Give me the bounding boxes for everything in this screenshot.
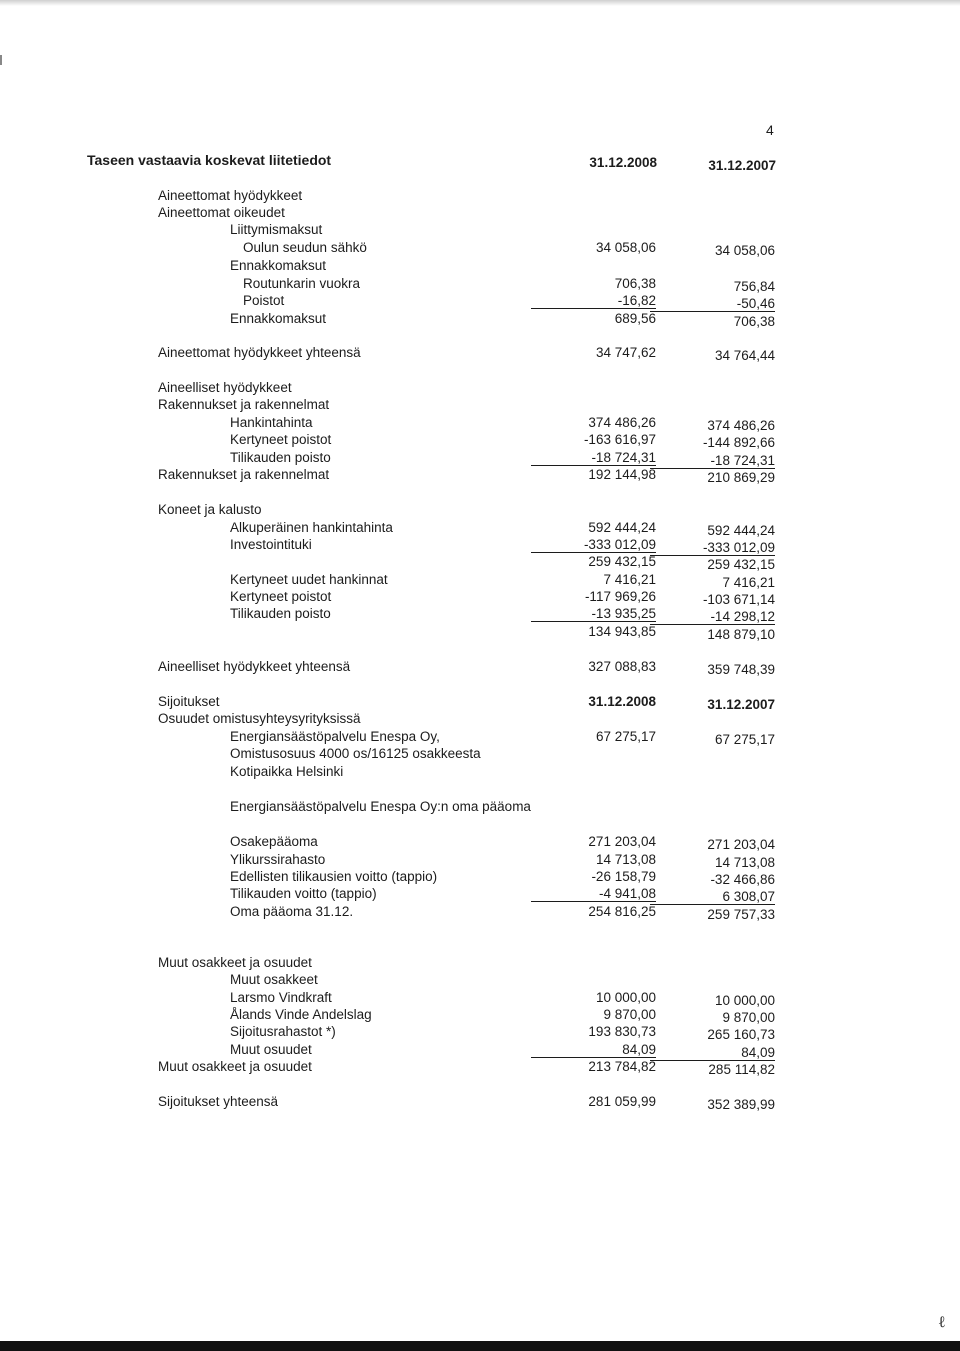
row-label: Kertyneet poistot — [230, 432, 332, 447]
value-2008: 706,38 — [614, 276, 656, 291]
page-title: Taseen vastaavia koskevat liitetiedot — [87, 152, 332, 168]
column-header-2007: 31.12.2007 — [708, 158, 776, 173]
value-2007: 265 160,73 — [707, 1027, 775, 1042]
row-label: Kertyneet uudet hankinnat — [230, 572, 388, 587]
row-label: Alkuperäinen hankintahinta — [230, 520, 393, 535]
table-row — [0, 222, 960, 240]
row-label: Ylikurssirahasto — [230, 852, 326, 867]
value-2008: 34 058,06 — [595, 240, 656, 255]
table-row — [0, 293, 960, 311]
row-label: Muut osuudet — [230, 1042, 312, 1057]
row-label: Sijoitukset — [158, 694, 220, 709]
column-header-2008: 31.12.2008 — [589, 155, 657, 170]
value-2007: -103 671,14 — [702, 592, 775, 607]
value-2008: -26 158,79 — [591, 869, 656, 884]
value-2008: 259 432,15 — [588, 554, 656, 569]
row-label: Energiansäästöpalvelu Enespa Oy:n oma pääoma — [230, 799, 531, 814]
value-2007: -333 012,09 — [650, 540, 775, 556]
value-2007: 14 713,08 — [714, 855, 775, 870]
row-label: Ennakkomaksut — [230, 311, 327, 326]
page-number: 4 — [766, 122, 774, 138]
value-2008: 9 870,00 — [603, 1007, 656, 1022]
table-row — [0, 380, 960, 398]
value-2007: 352 389,99 — [707, 1097, 775, 1112]
value-2007: 374 486,26 — [707, 418, 775, 433]
table-row — [0, 450, 960, 468]
value-2008: 31.12.2008 — [588, 694, 656, 709]
value-2008: -333 012,09 — [531, 537, 656, 553]
row-label: Kotipaikka Helsinki — [230, 764, 344, 779]
value-2007: 31.12.2007 — [707, 697, 775, 712]
scan-bottom-edge — [0, 1341, 960, 1351]
table-row — [0, 554, 960, 572]
table-row — [0, 799, 960, 817]
value-2007: 7 416,21 — [722, 575, 775, 590]
table-row — [0, 397, 960, 415]
row-label: Rakennukset ja rakennelmat — [158, 467, 330, 482]
row-label: Kertyneet poistot — [230, 589, 332, 604]
value-2008: 327 088,83 — [588, 659, 656, 674]
row-label: Koneet ja kalusto — [158, 502, 262, 517]
value-2008: -4 941,08 — [531, 886, 656, 902]
row-label: Larsmo Vindkraft — [230, 990, 332, 1005]
row-label: Routunkarin vuokra — [243, 276, 361, 291]
row-label: Tilikauden voitto (tappio) — [230, 886, 377, 901]
table-row — [0, 502, 960, 520]
table-row — [0, 205, 960, 223]
table-row — [0, 764, 960, 782]
row-label: Ålands Vinde Andelslag — [230, 1007, 372, 1022]
row-label: Poistot — [243, 293, 285, 308]
value-2008: 193 830,73 — [588, 1024, 656, 1039]
row-label: Muut osakkeet ja osuudet — [158, 1059, 312, 1074]
value-2008: 67 275,17 — [595, 729, 656, 744]
value-2007: -18 724,31 — [650, 453, 775, 469]
table-row — [0, 432, 960, 450]
value-2007: -50,46 — [650, 296, 775, 312]
value-2008: 7 416,21 — [603, 572, 656, 587]
row-label: Energiansäästöpalvelu Enespa Oy, — [230, 729, 440, 744]
table-row — [0, 537, 960, 555]
value-2007: 6 308,07 — [650, 889, 775, 905]
row-label: Oulun seudun sähkö — [243, 240, 367, 255]
value-2007: 34 764,44 — [714, 348, 775, 363]
table-row — [0, 1007, 960, 1025]
row-label: Sijoitusrahastot *) — [230, 1024, 336, 1039]
table-row — [0, 1059, 960, 1077]
row-label: Liittymismaksut — [230, 222, 323, 237]
value-2007: 285 114,82 — [708, 1062, 775, 1077]
value-2007: 210 869,29 — [707, 470, 775, 485]
row-label: Investointituki — [230, 537, 312, 552]
value-2008: 134 943,85 — [588, 624, 656, 639]
table-row — [0, 188, 960, 206]
value-2008: 34 747,62 — [595, 345, 656, 360]
row-label: Sijoitukset yhteensä — [158, 1094, 279, 1109]
value-2007: 10 000,00 — [714, 993, 775, 1008]
row-label: Aineettomat hyödykkeet yhteensä — [158, 345, 361, 360]
table-row — [0, 852, 960, 870]
table-row — [0, 258, 960, 276]
value-2008: 281 059,99 — [588, 1094, 656, 1109]
value-2007: 84,09 — [650, 1045, 775, 1061]
table-row — [0, 240, 960, 258]
table-row — [0, 972, 960, 990]
table-row — [0, 589, 960, 607]
row-label: Omistusosuus 4000 os/16125 osakkeesta — [230, 746, 481, 761]
value-2007: 756,84 — [733, 279, 775, 294]
row-label: Aineelliset hyödykkeet — [158, 380, 292, 395]
table-row — [0, 311, 960, 329]
row-label: Hankintahinta — [230, 415, 313, 430]
table-row — [0, 1042, 960, 1060]
value-2008: -117 969,26 — [584, 589, 656, 604]
row-label: Tilikauden poisto — [230, 450, 331, 465]
table-row — [0, 1094, 960, 1112]
table-row — [0, 572, 960, 590]
value-2007: 271 203,04 — [707, 837, 775, 852]
value-2008: 192 144,98 — [588, 467, 656, 482]
value-2008: 374 486,26 — [588, 415, 656, 430]
value-2007: 359 748,39 — [707, 662, 775, 677]
value-2008: 14 713,08 — [595, 852, 656, 867]
value-2007: 34 058,06 — [714, 243, 775, 258]
table-row — [0, 415, 960, 433]
value-2007: -144 892,66 — [702, 435, 775, 450]
table-row — [0, 904, 960, 922]
row-label: Osuudet omistusyhteysyrityksissä — [158, 711, 361, 726]
value-2007: 9 870,00 — [722, 1010, 775, 1025]
row-label: Aineelliset hyödykkeet yhteensä — [158, 659, 351, 674]
row-label: Tilikauden poisto — [230, 606, 331, 621]
value-2008: 592 444,24 — [588, 520, 656, 535]
value-2007: 148 879,10 — [707, 627, 775, 642]
value-2007: 592 444,24 — [707, 523, 775, 538]
table-row — [0, 746, 960, 764]
row-label: Edellisten tilikausien voitto (tappio) — [230, 869, 438, 884]
value-2008: -18 724,31 — [531, 450, 656, 466]
row-label: Ennakkomaksut — [230, 258, 327, 273]
value-2008: 689,56 — [614, 311, 656, 326]
table-row — [0, 729, 960, 747]
row-label: Oma pääoma 31.12. — [230, 904, 354, 919]
table-row — [0, 467, 960, 485]
table-row — [0, 520, 960, 538]
row-label: Aineettomat oikeudet — [158, 205, 285, 220]
value-2007: 706,38 — [733, 314, 775, 329]
value-2007: 67 275,17 — [714, 732, 775, 747]
table-row — [0, 345, 960, 363]
table-row — [0, 606, 960, 624]
value-2008: -163 616,97 — [583, 432, 656, 447]
value-2007: -32 466,86 — [710, 872, 775, 887]
row-label: Osakepääoma — [230, 834, 318, 849]
table-row — [0, 276, 960, 294]
row-label: Aineettomat hyödykkeet — [158, 188, 303, 203]
row-label: Muut osakkeet ja osuudet — [158, 955, 312, 970]
value-2007: 259 757,33 — [707, 907, 775, 922]
table-row — [0, 624, 960, 642]
table-row — [0, 694, 960, 712]
value-2008: 10 000,00 — [595, 990, 656, 1005]
table-row — [0, 834, 960, 852]
value-2008: 84,09 — [531, 1042, 656, 1058]
table-row — [0, 659, 960, 677]
value-2008: -13 935,25 — [531, 606, 656, 622]
row-label: Muut osakkeet — [230, 972, 318, 987]
value-2008: 213 784,82 — [588, 1059, 656, 1074]
value-2007: -14 298,12 — [650, 609, 775, 625]
table-row — [0, 955, 960, 973]
value-2008: 254 816,25 — [588, 904, 656, 919]
value-2008: -16,82 — [531, 293, 656, 309]
handwritten-mark: ℓ — [938, 1312, 946, 1331]
table-row — [0, 886, 960, 904]
table-row — [0, 990, 960, 1008]
table-row — [0, 869, 960, 887]
table-row — [0, 1024, 960, 1042]
value-2008: 271 203,04 — [588, 834, 656, 849]
table-row — [0, 711, 960, 729]
row-label: Rakennukset ja rakennelmat — [158, 397, 330, 412]
value-2007: 259 432,15 — [707, 557, 775, 572]
